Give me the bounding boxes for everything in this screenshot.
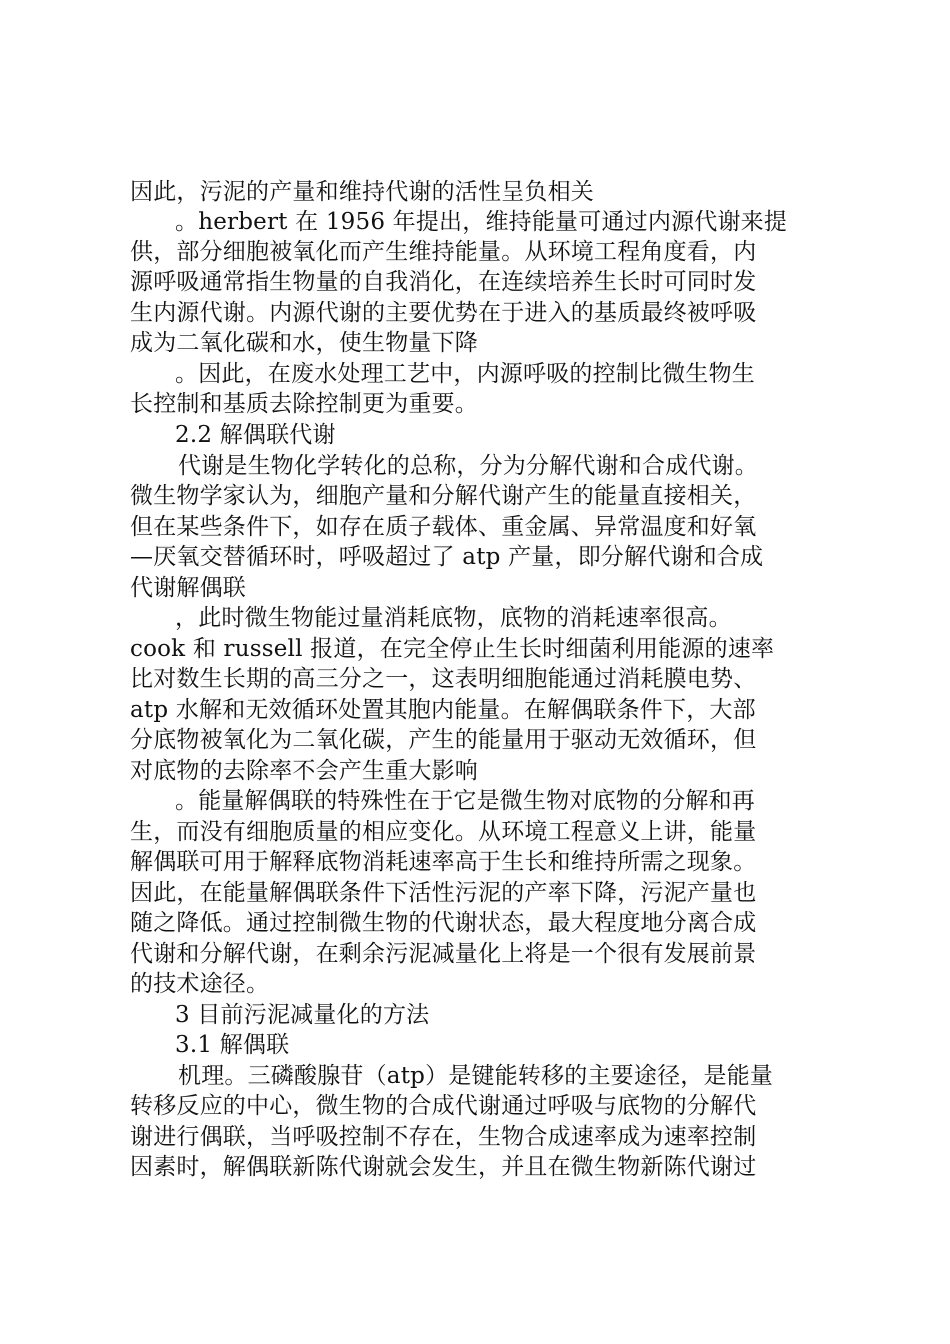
section-heading: 3 目前污泥减量化的方法	[175, 1002, 430, 1028]
text-line: 因此，污泥的产量和维持代谢的活性呈负相关	[130, 179, 594, 205]
text-line: —厌氧交替循环时，呼吸超过了 atp 产量，即分解代谢和合成	[130, 544, 764, 570]
text-line: cook 和 russell 报道，在完全停止生长时细菌利用能源的速率	[130, 636, 775, 662]
text-line: 对底物的去除率不会产生重大影响	[130, 758, 478, 784]
text-line: 转移反应的中心，微生物的合成代谢通过呼吸与底物的分解代	[130, 1093, 757, 1119]
text-line: 源呼吸通常指生物量的自我消化，在连续培养生长时可同时发	[130, 269, 757, 295]
subsection-heading: 3.1 解偶联	[175, 1032, 290, 1058]
text-line: 机理。三磷酸腺苷（atp）是键能转移的主要途径，是能量	[178, 1063, 774, 1089]
text-line: 供，部分细胞被氧化而产生维持能量。从环境工程角度看，内	[130, 239, 757, 265]
text-line: 比对数生长期的高三分之一，这表明细胞能通过消耗膜电势、	[130, 666, 757, 692]
text-line: 解偶联可用于解释底物消耗速率高于生长和维持所需之现象。	[130, 849, 757, 875]
text-line: 。因此，在废水处理工艺中，内源呼吸的控制比微生物生	[175, 361, 755, 387]
text-line: 因此，在能量解偶联条件下活性污泥的产率下降，污泥产量也	[130, 880, 757, 906]
text-line: 代谢和分解代谢，在剩余污泥减量化上将是一个很有发展前景	[130, 941, 757, 967]
text-line: 代谢是生物化学转化的总称，分为分解代谢和合成代谢。	[178, 453, 758, 479]
text-line: 代谢解偶联	[130, 575, 246, 601]
text-line: 长控制和基质去除控制更为重要。	[130, 391, 478, 417]
text-line: 。herbert 在 1956 年提出，维持能量可通过内源代谢来提	[175, 209, 788, 235]
text-line: 生内源代谢。内源代谢的主要优势在于进入的基质最终被呼吸	[130, 300, 757, 326]
section-heading: 2.2 解偶联代谢	[175, 422, 336, 448]
text-line: 微生物学家认为，细胞产量和分解代谢产生的能量直接相关，	[130, 483, 757, 509]
text-line: ，此时微生物能过量消耗底物，底物的消耗速率很高。	[175, 605, 732, 631]
text-line: 成为二氧化碳和水，使生物量下降	[130, 330, 478, 356]
text-line: atp 水解和无效循环处置其胞内能量。在解偶联条件下，大部	[130, 697, 756, 723]
text-line: 的技术途径。	[130, 971, 270, 997]
text-line: 。能量解偶联的特殊性在于它是微生物对底物的分解和再	[175, 788, 755, 814]
text-line: 但在某些条件下，如存在质子载体、重金属、异常温度和好氧	[130, 514, 757, 540]
text-line: 谢进行偶联，当呼吸控制不存在，生物合成速率成为速率控制	[130, 1124, 757, 1150]
text-line: 生，而没有细胞质量的相应变化。从环境工程意义上讲，能量	[130, 819, 757, 845]
text-line: 分底物被氧化为二氧化碳，产生的能量用于驱动无效循环，但	[130, 727, 757, 753]
text-line: 因素时，解偶联新陈代谢就会发生，并且在微生物新陈代谢过	[130, 1154, 757, 1180]
text-line: 随之降低。通过控制微生物的代谢状态，最大程度地分离合成	[130, 910, 757, 936]
